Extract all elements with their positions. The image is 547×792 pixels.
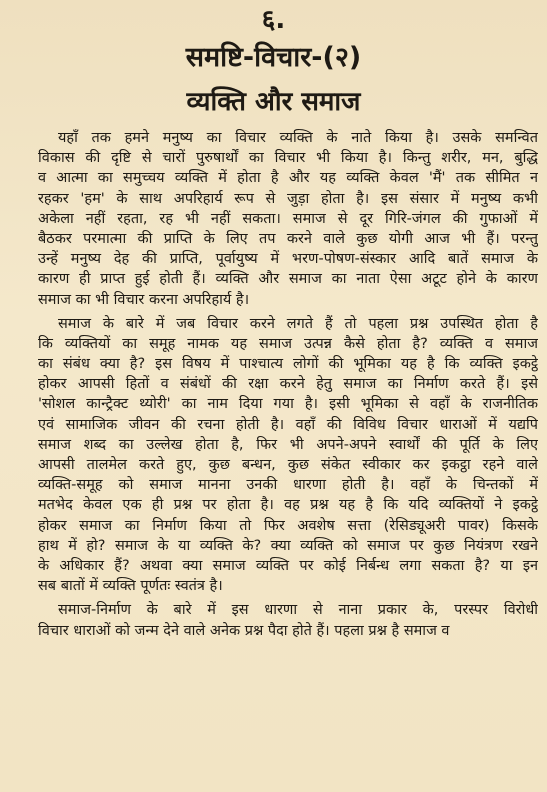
chapter-number: ६.: [261, 5, 286, 35]
text-line: के अधिकार हैं? अथवा क्या समाज व्यक्ति पर कोई निर्बन्ध लगा सकता है? या इन: [38, 557, 538, 574]
text-line: मतभेद केवल एक ही प्रश्न पर होता है। वह प्रश्न यह है कि यदि व्यक्तियों ने इकट्ठे: [38, 497, 538, 514]
text-line: कि व्यक्तियों का समूह नामक यह समाज उत्पन्न कैसे होता है? व्यक्ति व समाज: [38, 335, 538, 352]
text-line: हाथ में हो? समाज के या व्यक्ति के? क्या व्यक्ति को समाज पर कुछ नियंत्रण रखने: [38, 537, 538, 554]
text-line: होकर आपसी हितों व संबंधों की रक्षा करने हेतु समाज का निर्माण करते हैं। इसे: [38, 376, 538, 393]
chapter-title: समष्टि-विचार-(२): [185, 42, 362, 73]
body-text: [38, 128, 538, 641]
text-line: विचार धाराओं को जन्म देने वाले अनेक प्रश्न पैदा होते हैं। पहला प्रश्न है समाज व: [38, 622, 450, 639]
paragraph: [38, 128, 538, 310]
paragraph: [38, 314, 538, 597]
chapter-subtitle: व्यक्ति और समाज: [186, 87, 361, 117]
text-line: अकेला नहीं रहता, रह भी नहीं सकता। समाज से दूर गिरि-जंगल की गुफाओं में: [38, 210, 538, 227]
text-line: उन्हें मनुष्य देह की प्राप्ति, पूर्वायुष्य में भरण-पोषण-संस्कार आदि बातें समाज के: [38, 251, 538, 268]
text-line: 'सोशल कान्ट्रैक्ट थ्योरी' का नाम दिया गया है। इसी भूमिका से वहाँ के राजनीतिक: [38, 396, 538, 413]
text-line: होकर समाज का निर्माण किया तो फिर अवशेष सत्ता (रेसिड्यूअरी पावर) किसके: [38, 517, 538, 534]
text-line: रहकर 'हम' के साथ अपरिहार्य रूप से जुड़ा होता है। इस संसार में मनुष्य कभी: [38, 190, 538, 207]
text-line: व आत्मा का समुच्चय व्यक्ति में होता है और यह व्यक्ति केवल 'मैं' तक सीमित न: [38, 170, 538, 187]
text-line: व्यक्ति-समूह को समाज मानना उनकी धारणा होती है। वहाँ के चिन्तकों में: [38, 477, 538, 494]
text-line: समाज शब्द का उल्लेख होता है, फिर भी अपने-अपने स्वार्थों की पूर्ति के लिए: [38, 436, 538, 453]
text-line: समाज-निर्माण के बारे में इस धारणा से नाना प्रकार के, परस्पर विरोधी: [58, 602, 538, 619]
text-line: का संबंध क्या है? इस विषय में पाश्चात्य लोगों की भूमिका यह है कि व्यक्ति इकट्ठे: [38, 356, 538, 373]
text-line: समाज के बारे में जब विचार करने लगते हैं तो पहला प्रश्न उपस्थित होता है: [58, 315, 538, 332]
text-line: बैठकर परमात्मा की प्राप्ति के लिए तप करने वाले कुछ योगी आज भी हैं। परन्तु: [38, 230, 538, 247]
text-line: आपसी तालमेल करते हुए, कुछ बन्धन, कुछ संकेत स्वीकार कर इकट्ठा रहने वाले: [38, 457, 538, 473]
text-line: विकास की दृष्टि से चारों पुरुषार्थों का विचार भी किया है। किन्तु शरीर, मन, बुद्धि: [38, 150, 538, 167]
paragraph: [38, 600, 538, 640]
text-line: समाज का भी विचार करना अपरिहार्य है।: [38, 291, 250, 308]
text-line: सब बातों में व्यक्ति पूर्णतः स्वतंत्र है।: [38, 578, 223, 595]
text-line: कारण ही प्राप्त हुई होती हैं। व्यक्ति और समाज का नाता ऐसा अटूट होने के कारण: [38, 271, 538, 288]
text-line: एवं सामाजिक जीवन की रचना होती है। वहाँ की विविध विचार धाराओं में यद्यपि: [38, 416, 538, 433]
text-line: यहाँ तक हमने मनुष्य का विचार व्यक्ति के नाते किया है। उसके समन्वित: [58, 130, 538, 146]
